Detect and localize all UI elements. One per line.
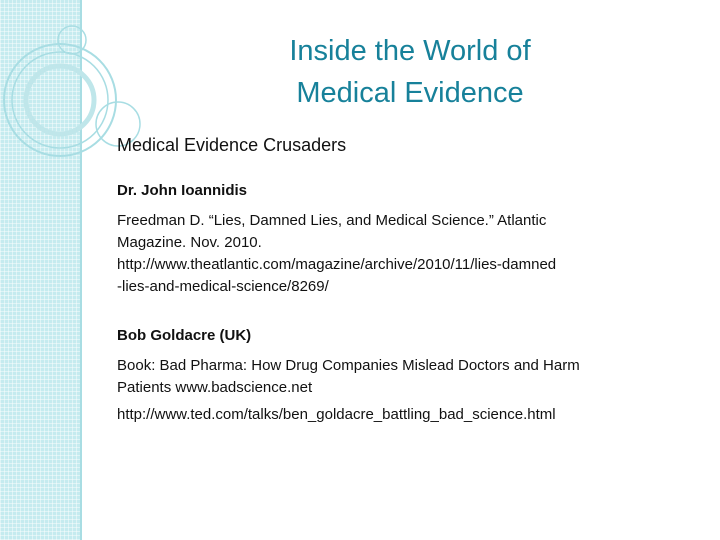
ring-small-top (58, 26, 86, 54)
citation-paragraph (117, 210, 707, 298)
citation-line: Freedman D. “Lies, Damned Lies, and Medical Science.” Atlantic (117, 212, 547, 229)
slide-body (117, 132, 707, 426)
book-line: Book: Bad Pharma: How Drug Companies Mislead Doctors and Harm (117, 357, 580, 374)
section-goldacre (117, 325, 707, 426)
person-name: Dr. John Ioannidis (117, 182, 248, 199)
book-paragraph (117, 355, 707, 399)
citation-url-line[interactable]: -lies-and-medical-science/8269/ (117, 278, 329, 295)
citation-line: Magazine. Nov. 2010. (117, 234, 262, 251)
ring-inner (26, 66, 94, 134)
ring-outer (4, 44, 116, 156)
slide-title (160, 30, 660, 114)
section-ioannidis (117, 180, 707, 298)
citation-url-line[interactable]: http://www.theatlantic.com/magazine/archive/2010/11/lies-damned (117, 256, 557, 273)
slide-title-line-1: Inside the World of (289, 35, 531, 67)
book-line: Patients www.badscience.net (117, 379, 313, 396)
slide-subtitle: Medical Evidence Crusaders (117, 135, 347, 155)
person-name: Bob Goldacre (UK) (117, 327, 252, 344)
ted-link[interactable]: http://www.ted.com/talks/ben_goldacre_battling_bad_science.html (117, 406, 556, 423)
section-spacer (117, 298, 707, 325)
slide-title-line-2: Medical Evidence (296, 77, 524, 109)
